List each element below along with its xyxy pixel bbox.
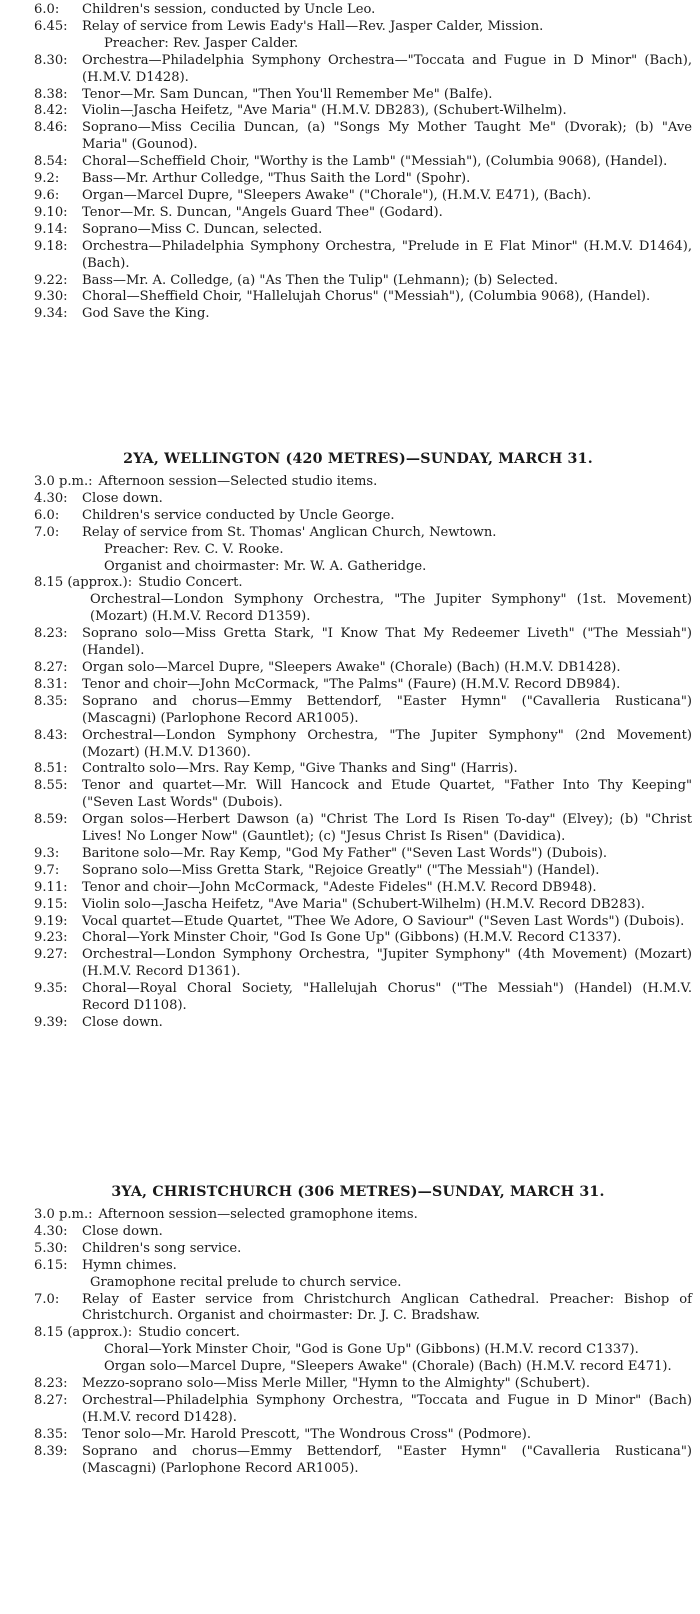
program-entry <box>0 289 700 306</box>
program-description: Violin solo—Jascha Heifetz, "Ave Maria" (Schubert-Wilhelm) (H.M.V. Record DB283). <box>82 896 645 912</box>
program-entry <box>0 897 700 914</box>
program-description: Orchestra—Philadelphia Symphony Orchestra, "Prelude in E Flat Minor" (H.M.V. D1464), (Bach). <box>82 238 692 271</box>
program-time: 9.3: <box>34 845 60 861</box>
program-time: 6.15: <box>34 1257 68 1273</box>
program-entry <box>0 87 700 104</box>
program-time: 8.30: <box>34 52 68 68</box>
program-section <box>0 2 700 323</box>
program-time: 8.59: <box>34 812 68 828</box>
program-description: Contralto solo—Mrs. Ray Kemp, "Give Thanks and Sing" (Harris). <box>82 761 518 777</box>
program-entry <box>0 53 700 87</box>
program-entry <box>0 947 700 981</box>
program-time: 8.55: <box>34 778 68 794</box>
program-entry <box>0 525 700 542</box>
program-entry <box>0 880 700 897</box>
program-entry <box>0 491 700 508</box>
program-time: 8.39: <box>34 1443 68 1459</box>
program-description: Bass—Mr. Arthur Colledge, "Thus Saith the Lord" (Spohr). <box>82 171 471 187</box>
program-description: Tenor solo—Mr. Harold Prescott, "The Wondrous Cross" (Podmore). <box>82 1426 532 1442</box>
program-entry <box>0 306 700 323</box>
program-time: 8.15 (approx.): <box>34 1325 133 1341</box>
program-entry <box>0 846 700 863</box>
program-time: 9.23: <box>34 930 68 946</box>
program-description: Orchestral—Philadelphia Symphony Orchestra, "Toccata and Fugue in D Minor" (Bach) (H.M.V. record D1428). <box>82 1392 692 1425</box>
program-section <box>0 1183 700 1478</box>
program-entry <box>0 1393 700 1427</box>
program-description: Studio concert. <box>138 1325 240 1341</box>
program-description: Close down. <box>82 490 163 506</box>
program-description: Soprano and chorus—Emmy Bettendorf, "Easter Hymn" ("Cavalleria Rusticana") (Mascagni) (Parlophone Record AR1005). <box>82 693 692 726</box>
program-description: Close down. <box>82 1015 163 1030</box>
program-entry <box>0 171 700 188</box>
program-entry <box>0 1427 700 1444</box>
program-entry <box>0 474 700 491</box>
program-description: Tenor—Mr. S. Duncan, "Angels Guard Thee" (Godard). <box>82 204 443 220</box>
program-time: 9.19: <box>34 913 68 929</box>
program-description: Relay of Easter service from Christchurch Anglican Cathedral. Preacher: Bishop of Christchurch. Organist and choirmaster: Dr. J. C. Bradshaw. <box>82 1291 692 1324</box>
program-description: Choral—York Minster Choir, "God Is Gone Up" (Gibbons) (H.M.V. Record C1337). <box>82 930 622 946</box>
program-description: Organ solo—Marcel Dupre, "Sleepers Awake" (Chorale) (Bach) (H.M.V. DB1428). <box>82 659 621 675</box>
program-entry <box>0 205 700 222</box>
program-description: Orchestral—London Symphony Orchestra, "Jupiter Symphony" (4th Movement) (Mozart) (H.M.V. Record D1361). <box>82 947 692 980</box>
program-time: 8.27: <box>34 1392 68 1408</box>
program-time: 9.10: <box>34 204 68 220</box>
program-entry <box>0 575 700 592</box>
program-description: Mezzo-soprano solo—Miss Merle Miller, "Hymn to the Almighty" (Schubert). <box>82 1376 590 1392</box>
program-description: Vocal quartet—Etude Quartet, "Thee We Adore, O Saviour" ("Seven Last Words") (Dubois). <box>82 913 685 929</box>
program-description: Soprano—Miss Cecilia Duncan, (a) "Songs My Mother Taught Me" (Dvorak); (b) "Ave Maria" (Gounod). <box>82 120 692 153</box>
program-entry <box>0 1015 700 1032</box>
program-description: Baritone solo—Mr. Ray Kemp, "God My Father" ("Seven Last Words") (Dubois). <box>82 845 608 861</box>
program-entry <box>0 508 700 525</box>
program-description: Orchestra—Philadelphia Symphony Orchestra—"Toccata and Fugue in D Minor" (Bach), (H.M.V. D1428). <box>82 52 692 85</box>
program-continuation: Orchestral—London Symphony Orchestra, "The Jupiter Symphony" (1st. Movement) (Mozart) (H.M.V. Record D1359). <box>90 592 692 625</box>
program-time: 9.35: <box>34 981 68 997</box>
program-time: 3.0 p.m.: <box>34 1207 93 1222</box>
program-description: Hymn chimes. <box>82 1257 177 1273</box>
program-entry <box>0 761 700 778</box>
program-time: 9.14: <box>34 221 68 237</box>
program-entry <box>0 914 700 931</box>
program-time: 5.30: <box>34 1240 68 1256</box>
program-description: Afternoon session—Selected studio items. <box>98 474 378 489</box>
program-description: Organ—Marcel Dupre, "Sleepers Awake" ("Chorale"), (H.M.V. E471), (Bach). <box>82 187 592 203</box>
program-description: Tenor and choir—John McCormack, "The Palms" (Faure) (H.M.V. Record DB984). <box>82 676 621 692</box>
program-entry <box>0 154 700 171</box>
program-description: Relay of service from Lewis Eady's Hall—Rev. Jasper Calder, Mission. <box>82 18 544 34</box>
program-entry <box>0 188 700 205</box>
program-description: Choral—Royal Choral Society, "Hallelujah Chorus" ("The Messiah") (Handel) (H.M.V. Record D1108). <box>82 981 692 1014</box>
program-entry <box>0 1292 700 1326</box>
program-time: 7.0: <box>34 524 60 540</box>
program-entry <box>0 120 700 154</box>
program-time: 8.51: <box>34 761 68 777</box>
program-time: 8.23: <box>34 626 68 642</box>
program-description: Tenor and quartet—Mr. Will Hancock and Etude Quartet, "Father Into Thy Keeping" ("Seven Last Words" (Dubois). <box>82 778 692 811</box>
program-description: Soprano—Miss C. Duncan, selected. <box>82 221 323 237</box>
program-description: Close down. <box>82 1223 163 1239</box>
program-entry <box>0 778 700 812</box>
program-time: 9.18: <box>34 238 68 254</box>
program-description: Choral—Sheffield Choir, "Hallelujah Chorus" ("Messiah"), (Columbia 9068), (Handel). <box>82 289 651 305</box>
program-time: 8.23: <box>34 1376 68 1392</box>
program-time: 6.0: <box>34 2 60 17</box>
program-entry <box>0 660 700 677</box>
program-continuation: Organist and choirmaster: Mr. W. A. Gatheridge. <box>104 558 427 574</box>
program-time: 9.15: <box>34 896 68 912</box>
program-time: 8.15 (approx.): <box>34 575 133 591</box>
program-description: Children's song service. <box>82 1240 242 1256</box>
program-time: 6.45: <box>34 18 68 34</box>
program-continuation: Preacher: Rev. C. V. Rooke. <box>104 541 284 557</box>
program-time: 4.30: <box>34 490 68 506</box>
program-entry <box>0 1444 700 1478</box>
program-description: Children's service conducted by Uncle George. <box>82 507 395 523</box>
program-description: Bass—Mr. A. Colledge, (a) "As Then the Tulip" (Lehmann); (b) Selected. <box>82 272 558 288</box>
program-entry <box>0 1241 700 1258</box>
program-time: 8.54: <box>34 154 68 170</box>
program-entry <box>0 1325 700 1342</box>
program-entry <box>0 2 700 19</box>
program-entry <box>0 677 700 694</box>
program-description: God Save the King. <box>82 306 210 322</box>
program-entry <box>0 694 700 728</box>
program-description: Soprano solo—Miss Gretta Stark, "I Know That My Redeemer Liveth" ("The Messiah") (Handel). <box>82 626 692 659</box>
program-description: Studio Concert. <box>138 575 243 591</box>
program-time: 8.27: <box>34 659 68 675</box>
program-entry <box>0 863 700 880</box>
program-time: 9.27: <box>34 947 68 963</box>
program-time: 6.0: <box>34 507 60 523</box>
program-description: Organ solos—Herbert Dawson (a) "Christ The Lord Is Risen To-day" (Elvey); (b) "Christ Lives! No Longer Now" (Gauntlet); (c) "Jesus Christ Is Risen" (Davidica). <box>82 812 692 845</box>
program-entry <box>0 273 700 290</box>
program-time: 8.42: <box>34 103 68 119</box>
program-section <box>0 450 700 1032</box>
program-time: 8.31: <box>34 676 68 692</box>
program-continuation: Organ solo—Marcel Dupre, "Sleepers Awake" (Chorale) (Bach) (H.M.V. record E471). <box>104 1359 672 1375</box>
program-entry <box>0 1376 700 1393</box>
program-entry <box>0 1207 700 1224</box>
program-description: Afternoon session—selected gramophone items. <box>98 1207 418 1222</box>
program-time: 9.34: <box>34 306 68 322</box>
program-entry <box>0 1258 700 1275</box>
program-continuation: Gramophone recital prelude to church service. <box>90 1274 402 1290</box>
program-time: 8.38: <box>34 86 68 102</box>
program-entry <box>0 103 700 120</box>
program-entry <box>0 626 700 660</box>
program-time: 8.46: <box>34 120 68 136</box>
program-entry <box>0 1224 700 1241</box>
program-description: Soprano and chorus—Emmy Bettendorf, "Easter Hymn" ("Cavalleria Rusticana") (Mascagni) (Parlophone Record AR1005). <box>82 1443 692 1476</box>
program-time: 9.7: <box>34 862 60 878</box>
program-entry <box>0 239 700 273</box>
program-description: Tenor and choir—John McCormack, "Adeste Fideles" (H.M.V. Record DB948). <box>82 879 597 895</box>
program-description: Relay of service from St. Thomas' Anglican Church, Newtown. <box>82 524 497 540</box>
program-entry <box>0 981 700 1015</box>
program-time: 9.6: <box>34 187 60 203</box>
program-entry <box>0 930 700 947</box>
program-time: 7.0: <box>34 1291 60 1307</box>
program-entry <box>0 812 700 846</box>
program-time: 9.2: <box>34 171 60 187</box>
program-description: Soprano solo—Miss Gretta Stark, "Rejoice Greatly" ("The Messiah") (Handel). <box>82 862 600 878</box>
program-entry <box>0 222 700 239</box>
station-heading: 2YA, WELLINGTON (420 METRES)—SUNDAY, MARCH 31. <box>123 451 593 467</box>
program-description: Orchestral—London Symphony Orchestra, "The Jupiter Symphony" (2nd Movement) (Mozart) (H.M.V. D1360). <box>82 727 692 760</box>
program-time: 9.30: <box>34 289 68 305</box>
program-time: 9.39: <box>34 1015 68 1030</box>
program-time: 8.43: <box>34 727 68 743</box>
program-description: Children's session, conducted by Uncle Leo. <box>82 2 376 17</box>
program-time: 4.30: <box>34 1223 68 1239</box>
program-description: Tenor—Mr. Sam Duncan, "Then You'll Remember Me" (Balfe). <box>82 86 493 102</box>
program-description: Violin—Jascha Heifetz, "Ave Maria" (H.M.V. DB283), (Schubert-Wilhelm). <box>82 103 567 119</box>
program-entry <box>0 728 700 762</box>
program-continuation: Preacher: Rev. Jasper Calder. <box>104 35 299 51</box>
station-heading: 3YA, CHRISTCHURCH (306 METRES)—SUNDAY, MARCH 31. <box>111 1184 605 1200</box>
program-time: 8.35: <box>34 693 68 709</box>
program-time: 9.22: <box>34 272 68 288</box>
program-time: 8.35: <box>34 1426 68 1442</box>
program-continuation: Choral—York Minster Choir, "God is Gone Up" (Gibbons) (H.M.V. record C1337). <box>104 1342 639 1358</box>
program-entry <box>0 19 700 36</box>
program-time: 3.0 p.m.: <box>34 474 93 489</box>
program-description: Choral—Scheffield Choir, "Worthy is the Lamb" ("Messiah"), (Columbia 9068), (Handel). <box>82 154 668 170</box>
program-time: 9.11: <box>34 879 68 895</box>
